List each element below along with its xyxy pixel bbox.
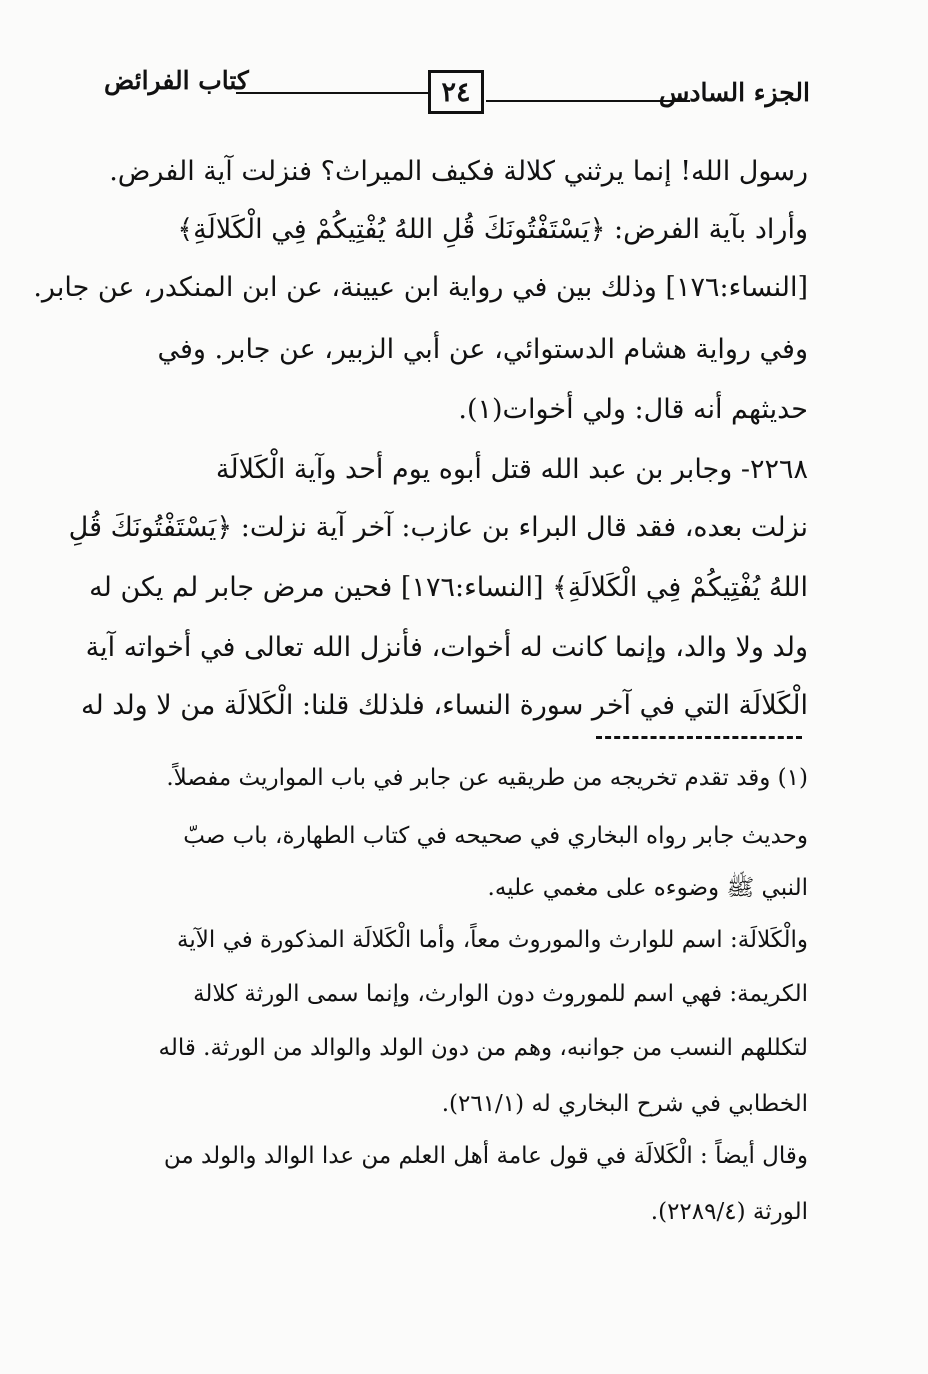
body-line: الْكَلالَة التي في آخر سورة النساء، فلذلك قلنا: الْكَلالَة من لا ولد له — [81, 690, 808, 721]
body-line: رسول الله! إنما يرثني كلالة فكيف الميراث؟ فنزلت آية الفرض. — [109, 156, 808, 187]
footnote-line: وقال أيضاً : الْكَلالَة في قول عامة أهل العلم من عدا الوالد والولد من — [163, 1143, 808, 1169]
chapter-title: كتاب الفرائض — [104, 66, 249, 95]
body-line: وأراد بآية الفرض: ﴿يَسْتَفْتُونَكَ قُلِ اللهُ يُفْتِيكُمْ فِي الْكَلالَةِ﴾ — [177, 214, 808, 245]
body-line: اللهُ يُفْتِيكُمْ فِي الْكَلالَةِ﴾ [النساء:١٧٦] فحين مرض جابر لم يكن له — [89, 572, 808, 603]
body-line: ٢٢٦٨- وجابر بن عبد الله قتل أبوه يوم أحد وآية الْكَلالَة — [215, 454, 808, 485]
footnote-line: لتكللهم النسب من جوانبه، وهم من دون الولد والوالد من الورثة. قاله — [158, 1035, 808, 1061]
footnote-line: النبي ﷺ وضوءه على مغمي عليه. — [487, 875, 808, 901]
footnote-line: الورثة (٢٢٨٩/٤). — [650, 1199, 808, 1225]
body-line: حديثهم أنه قال: ولي أخوات(١). — [458, 394, 808, 425]
body-line: ولد ولا والد، وإنما كانت له أخوات، فأنزل الله تعالى في أخواته آية — [85, 632, 808, 663]
body-line: [النساء:١٧٦] وذلك بين في رواية ابن عيينة، عن ابن المنكدر، عن جابر. — [33, 272, 808, 303]
footnote-line: وحديث جابر رواه البخاري في صحيحه في كتاب الطهارة، باب صبّ — [183, 823, 808, 849]
page-number: ٢٤ — [428, 70, 484, 114]
footnote-separator — [596, 736, 802, 739]
footnote-line: والْكَلالَة: اسم للوارث والموروث معاً، وأما الْكَلالَة المذكورة في الآية — [177, 927, 808, 953]
body-line: وفي رواية هشام الدستوائي، عن أبي الزبير، عن جابر. وفي — [157, 334, 808, 365]
volume-title: الجزء السادس — [658, 78, 810, 107]
body-line: نزلت بعده، فقد قال البراء بن عازب: آخر آية نزلت: ﴿يَسْتَفْتُونَكَ قُلِ — [68, 512, 808, 543]
header-rule-left — [236, 92, 428, 94]
footnote-line: (١) وقد تقدم تخريجه من طريقيه عن جابر في باب المواريث مفصلاً. — [166, 765, 808, 791]
footnote-line: الكريمة: فهي اسم للموروث دون الوارث، وإنما سمى الورثة كلالة — [193, 981, 808, 1007]
footnote-line: الخطابي في شرح البخاري له (٢٦١/١). — [441, 1091, 808, 1117]
